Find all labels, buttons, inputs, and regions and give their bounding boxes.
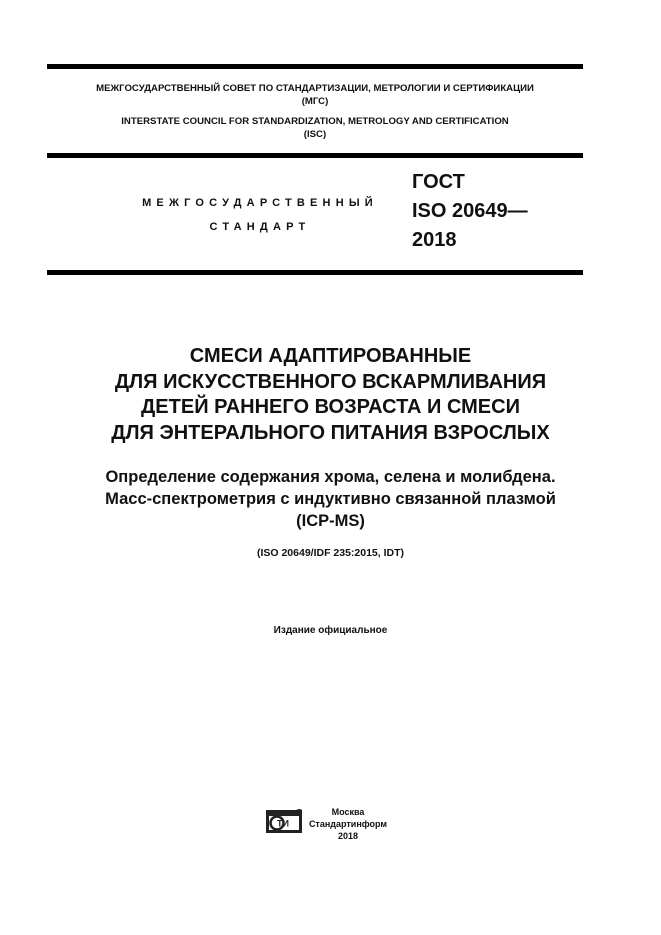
publisher-year: 2018 — [337, 831, 359, 841]
council-header — [47, 82, 583, 141]
publisher-city: Москва — [331, 807, 365, 817]
standard-code-line2: ISO 20649— — [412, 200, 528, 222]
title-line: ДЛЯ ЭНТЕРАЛЬНОГО ПИТАНИЯ ВЗРОСЛЫХ — [111, 421, 550, 444]
standard-type-line2: СТАНДАРТ — [209, 221, 311, 233]
council-abbr-en: (ISC) — [303, 129, 327, 140]
document-subtitle — [20, 466, 641, 532]
standard-type-label — [100, 191, 420, 239]
standartinform-logo-icon — [264, 807, 304, 835]
subtitle-line: Масс-спектрометрия с индуктивно связанной плазмой — [105, 490, 556, 508]
standard-code-line1: ГОСТ — [412, 171, 465, 193]
title-line: СМЕСИ АДАПТИРОВАННЫЕ — [189, 345, 472, 367]
publisher-name: Стандартинформ — [308, 819, 388, 829]
council-name-en: INTERSTATE COUNCIL FOR STANDARDIZATION, METROLOGY AND CERTIFICATION — [121, 116, 509, 127]
iso-reference: (ISO 20649/IDF 235:2015, IDT) — [256, 547, 405, 559]
edition-label: Издание официальное — [273, 625, 388, 636]
council-name-ru: МЕЖГОСУДАРСТВЕННЫЙ СОВЕТ ПО СТАНДАРТИЗАЦИИ, МЕТРОЛОГИИ И СЕРТИФИКАЦИИ — [96, 83, 534, 94]
council-abbr-ru: (МГС) — [301, 96, 329, 107]
svg-text:ТИ: ТИ — [277, 818, 289, 829]
subtitle-line: (ICP-MS) — [296, 512, 365, 530]
subtitle-line: Определение содержания хрома, селена и молибдена. — [105, 468, 556, 486]
standard-code — [412, 168, 528, 255]
top-rule — [47, 64, 583, 69]
publisher-info — [308, 806, 388, 842]
standard-type-line1: МЕЖГОСУДАРСТВЕННЫЙ — [142, 197, 378, 209]
lower-rule — [47, 270, 583, 275]
middle-rule — [47, 153, 583, 158]
standard-code-line3: 2018 — [412, 229, 457, 251]
document-title — [20, 344, 641, 446]
title-line: ДЛЯ ИСКУССТВЕННОГО ВСКАРМЛИВАНИЯ — [114, 370, 547, 393]
title-line: ДЕТЕЙ РАННЕГО ВОЗРАСТА И СМЕСИ — [141, 396, 520, 418]
